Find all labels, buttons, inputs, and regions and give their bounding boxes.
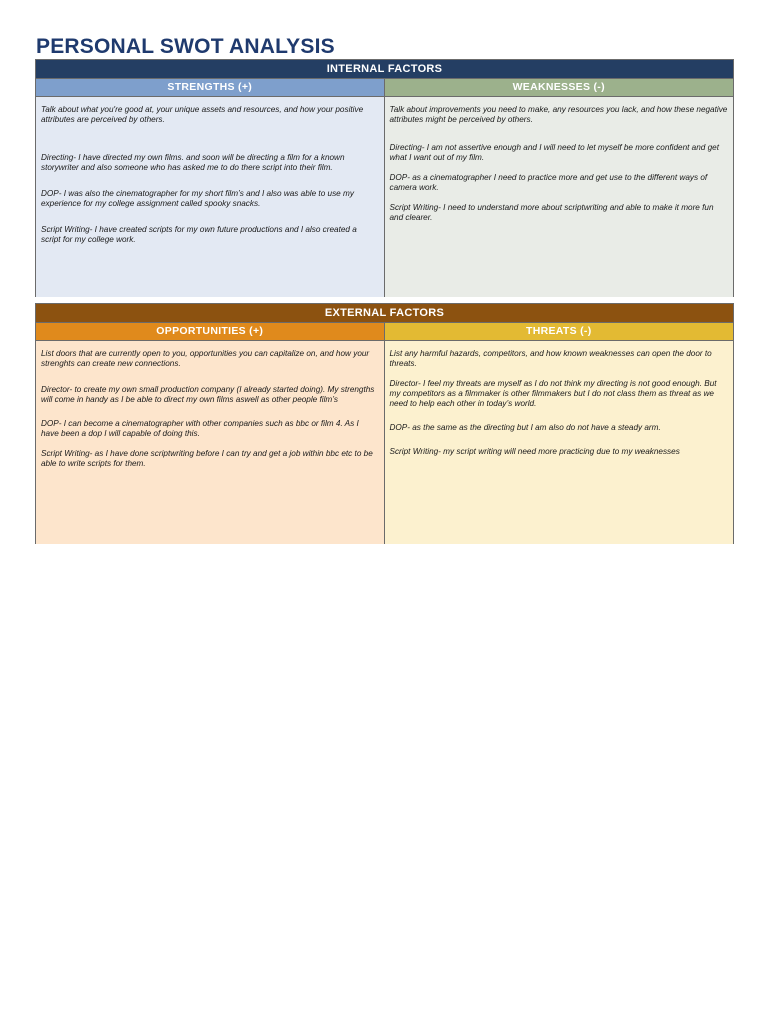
opportunities-director: Director- to create my own small production company (I already started doing). My strengths will come in handy as I be able to direct my own films aswell as other people film’s [41, 385, 375, 404]
strengths-script-writing: Script Writing- I have created scripts for my own future productions and I also created a script for my college work. [41, 225, 357, 244]
weaknesses-header: WEAKNESSES (-) [385, 78, 734, 97]
strengths-body [36, 97, 384, 297]
opportunities-script-writing: Script Writing- as I have done scriptwriting before I can try and get a job within bbc etc to be able to write scripts for them. [41, 449, 373, 468]
opportunities-body [36, 341, 384, 544]
strengths-intro: Talk about what you're good at, your unique assets and resources, and how your positive attributes are perceived by others. [41, 105, 364, 124]
threats-intro: List any harmful hazards, competitors, and how known weaknesses can open the door to threats. [389, 349, 712, 368]
threats-script-writing: Script Writing- my script writing will need more practicing due to my weaknesses [389, 447, 680, 456]
opportunities-intro: List doors that are currently open to you, opportunities you can capitalize on, and how your strenghts can create new connections. [41, 349, 370, 368]
weaknesses-intro: Talk about improvements you need to make, any resources you lack, and how these negative attributes might be perceived by others. [389, 105, 728, 124]
strengths-dop: DOP- I was also the cinematographer for my short film’s and I also was able to use my experience for my college assignment called spooky snacks. [41, 189, 354, 208]
weaknesses-body [385, 97, 734, 297]
page-title: PERSONAL SWOT ANALYSIS [36, 35, 335, 58]
threats-header: THREATS (-) [385, 322, 734, 341]
threats-director: Director- I feel my threats are myself as I do not think my directing is not good enough. But my competitors as a filmmaker is other filmmakers but I do not class them as threat as we need to help each other in today’s world. [389, 379, 717, 408]
external-factors-section [35, 303, 734, 544]
strengths-header: STRENGTHS (+) [36, 78, 384, 97]
threats-body [385, 341, 734, 544]
strengths-directing: Directing- I have directed my own films. and soon will be directing a film for a known storywriter and also someone who has asked me to do there script into their film. [41, 153, 345, 172]
weaknesses-directing: Directing- I am not assertive enough and I will need to let myself be more confident and get what I want out of my film. [389, 143, 719, 162]
opportunities-column [36, 322, 385, 544]
weaknesses-column [385, 78, 734, 297]
internal-factors-band: INTERNAL FACTORS [36, 60, 733, 78]
threats-dop: DOP- as the same as the directing but I am also do not have a steady arm. [389, 423, 661, 432]
opportunities-header: OPPORTUNITIES (+) [36, 322, 384, 341]
threats-column [385, 322, 734, 544]
weaknesses-script-writing: Script Writing- I need to understand more about scriptwriting and able to make it more fun and clearer. [389, 203, 714, 222]
internal-factors-section [35, 59, 734, 297]
strengths-column [36, 78, 385, 297]
weaknesses-dop: DOP- as a cinematographer I need to practice more and get use to the different ways of camera work. [389, 173, 708, 192]
opportunities-dop: DOP- I can become a cinematographer with other companies such as bbc or film 4. As I have been a dop I will capable of doing this. [41, 419, 359, 438]
external-factors-band: EXTERNAL FACTORS [36, 304, 733, 322]
